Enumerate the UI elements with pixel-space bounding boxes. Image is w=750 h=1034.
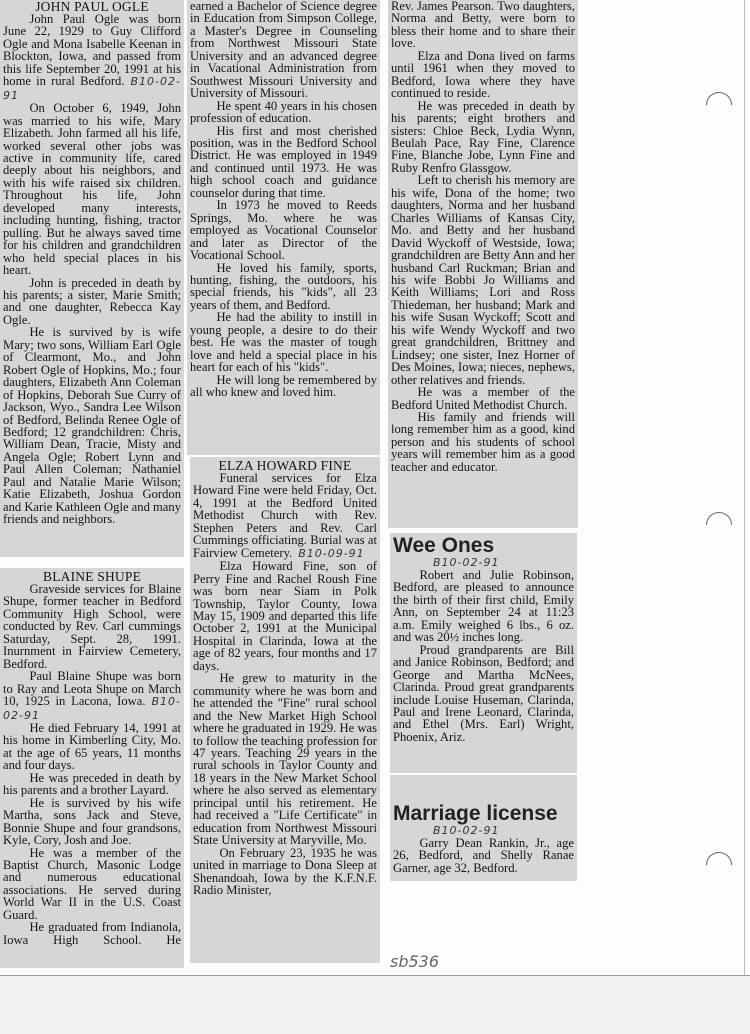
headline: Wee Ones <box>393 534 495 557</box>
paragraph: He spent 40 years in his chosen profession of education. <box>190 98 377 126</box>
paragraph: He is survived by his wife Martha, sons Jack and Steve, Bonnie Shupe and four grandsons, Kyle, Cory, Josh and Joe. <box>3 795 181 848</box>
obituary-elza-howard-fine-continued <box>388 0 578 528</box>
paragraph: Left to cherish his memory are his wife, Dona of the home; two daughters, Norma and her husband Charles Williams of Kansas City, Mo. and Betty and her husband David Wyckoff of Westside, Iowa; grandchildren are Betty Ann and her husband Carl Ruckman; Brian and his wife Bobbi Jo Williams and Keith Williams; Lori and Ross Thiedeman, her husband; Mark and his wife Susan Wyckoff; Scott and his wife Wendy Wyckoff and two great grandchildren, Brittney and Lindsey; one sister, Inez Horner of Des Moines, Iowa; nieces, nephews, other relatives and friends. <box>391 173 575 387</box>
handwritten-page-mark: sb536 <box>390 952 440 971</box>
paragraph: He was preceded in death by his parents; eight brothers and sisters: Chloe Beck, Lydia Wynn, Beulah Pace, Ray Fine, Clarence Fine, Blanche Jobe, Lynn Fine and Ruby Renfro Glassgow. <box>391 98 575 175</box>
headline: Marriage license <box>393 802 558 825</box>
punch-hole <box>706 512 732 538</box>
paragraph-text: John Paul Ogle was born June 22, 1929 to Guy Clifford Ogle and Mona Isabelle Keenan in Blockton, Iowa, and passed from this life September 20, 1991 at his home in rural Bedford. <box>3 12 181 89</box>
obituary-blaine-shupe <box>0 568 184 968</box>
paragraph: earned a Bachelor of Science degree in Education from Simpson College, a Master's Degree in Counseling from Northwest Missouri State University and an advanced degree in Vacational Administration from Southwest Missouri University and University of Missouri. <box>190 0 377 101</box>
paragraph <box>3 670 181 722</box>
handwritten-date: B10-02-91 <box>3 695 181 722</box>
paragraph: He graduated from Indianola, Iowa High School. He <box>3 920 181 947</box>
paragraph: Robert and Julie Robinson, Bedford, are pleased to announce the birth of their first child, Emily Ann, on September 24 at 11:23 a.m. Emily weighed 6 lbs., 6 oz. and was 20½ inches long. <box>393 568 574 645</box>
paragraph: He is survived by is wife Mary; two sons, William Earl Ogle of Clearmont, Mo., and John Robert Ogle of Hopkins, Mo.; four daughters, Elizabeth Ann Coleman of Hopkins, Deborah Sue Curry of Jackson, Wyo., Sandra Lee Wilson of Bedford, Belinda Renee Ogle of Bedford; 12 grandchildren: Chris, William Dean, Tracie, Misty and Angela Ogle; Robert Lynn and Paul Allen Coleman; Nathaniel Paul and Natalie Marie Wilson; Katie Elizabeth, Joshua Gordon and Karie Kathleen Ogle and many friends and neighbors. <box>3 325 181 527</box>
punch-hole <box>706 852 732 878</box>
obituary-john-paul-ogle <box>0 0 184 557</box>
paragraph <box>3 13 181 102</box>
paragraph: He was a member of the Baptist Church, Masonic Lodge and numerous educational associations. He served during World War II in the U.S. Coast Guard. <box>3 845 181 922</box>
paragraph: He died February 14, 1991 at his home in Kimberling City, Mo. at the age of 65 years, 11 months and four days. <box>3 720 181 773</box>
paragraph: His first and most cherished position, was in the Bedford School District. He was employed in 1949 and continued until 1973. He was high school coach and guidance counselor during that time. <box>190 123 377 200</box>
handwritten-date: B10-02-91 <box>433 824 500 837</box>
paragraph: In 1973 he moved to Reeds Springs, Mo. where he was employed as Vocational Counselor and later as Director of the Vocational School. <box>190 198 377 263</box>
paragraph: He had the ability to instill in young people, a desire to do their best. He was the master of tough love and held a special place in his heart for each of his "kids". <box>190 310 377 375</box>
paragraph: Elza Howard Fine, son of Perry Fine and Rachel Roush Fine was born near Siam in Polk Township, Taylor County, Iowa May 15, 1909 and departed this life October 2, 1991 at the Municipal Hospital in Clarinda, Iowa at the age of 82 years, four months and 17 days. <box>193 559 377 673</box>
paragraph <box>193 472 377 560</box>
paragraph: He will long be remembered by all who knew and loved him. <box>190 372 377 400</box>
headline: ELZA HOWARD FINE <box>218 458 352 473</box>
paragraph: His family and friends will long remember him as a good, kind person and his students of school years will remember him as a good teacher and educator. <box>391 409 575 474</box>
page-edge <box>744 0 745 975</box>
scanner-bed <box>0 975 750 1034</box>
paragraph: He grew to maturity in the community where he was born and he attended the "Fine" rural school and the New Market High School where he graduated in 1929. He was to follow the teaching profession for 47 years. Teaching 29 years in the rural schools in Taylor County and 18 years in the New Market School where he also served as elementary principal until his retirement. He had received a "Life Certificate" in education from Northwest Missouri State University at Maryville, Mo. <box>193 671 377 848</box>
obituary-elza-howard-fine <box>190 457 380 963</box>
paragraph-text: Funeral services for Elza Howard Fine were held Friday, Oct. 4, 1991 at the Bedford United Methodist Church with Rev. Stephen Peters and Rev. Carl Cummings officiating. Burial was at Fairview Cemetery. <box>193 471 377 560</box>
paragraph: John is preceded in death by his parents; a sister, Marie Smith; and one daughter, Rebecca Kay Ogle. <box>3 275 181 327</box>
paragraph: Elza and Dona lived on farms until 1961 when they moved to Bedford, Iowa where they have continued to reside. <box>391 48 575 101</box>
headline: JOHN PAUL OGLE <box>35 0 149 14</box>
paragraph: Proud grandparents are Bill and Janice Robinson, Bedford; and George and Martha McNees, Clarinda. Proud great grandparents include Louise Huseman, Clarinda, Paul and Irene Leonard, Clarinda, and Ethel (Mrs. Earl) Wright, Phoenix, Ariz. <box>393 642 574 744</box>
handwritten-date: B10-02-91 <box>3 75 181 102</box>
handwritten-date: B10-02-91 <box>433 556 500 569</box>
paragraph: On February 23, 1935 he was united in marriage to Dona Sleep at Shenandoah, Iowa by the K.F.N.F. Radio Minister, <box>193 845 377 897</box>
headline: BLAINE SHUPE <box>42 569 142 584</box>
birth-announcement-wee-ones <box>390 533 577 773</box>
paragraph: Rev. James Pearson. Two daughters, Norma and Betty, were born to bless their home and to share their love. <box>391 0 575 51</box>
punch-hole <box>706 92 732 118</box>
handwritten-date: B10-09-91 <box>298 546 365 560</box>
paragraph: Graveside services for Blaine Shupe, former teacher in Bedford Community High School, were conducted by Rev. Carl cummings Saturday, Sept. 28, 1991. Inurnment in Fairview Cemetery, Bedford. <box>3 582 181 671</box>
paragraph: On October 6, 1949, John was married to his wife, Mary Elizabeth. John farmed all his life, worked several other jobs was active in community life, cared deeply about his neighbors, and with his wife raised six children. Throughout his life, John developed many interests, including hunting, fishing, tractor pulling. But he always saved time for his children and grandchildren who held special places in his heart. <box>3 101 181 278</box>
paragraph: He loved his family, sports, hunting, fishing, the outdoors, his special friends, his "kids", all 23 years of them, and Bedford. <box>190 260 377 312</box>
marriage-license-notice <box>390 775 577 881</box>
paragraph-text: Paul Blaine Shupe was born to Ray and Leota Shupe on March 10, 1925 in Lacona, Iowa. <box>3 669 181 709</box>
paragraph: He was a member of the Bedford United Methodist Church. <box>391 385 575 412</box>
paragraph: Garry Dean Rankin, Jr., age 26, Bedford, and Shelly Ranae Garner, age 32, Bedford. <box>393 836 574 875</box>
obituary-blaine-shupe-continued <box>187 0 380 455</box>
paragraph: He was preceded in death by his parents and a brother Layard. <box>3 770 181 798</box>
